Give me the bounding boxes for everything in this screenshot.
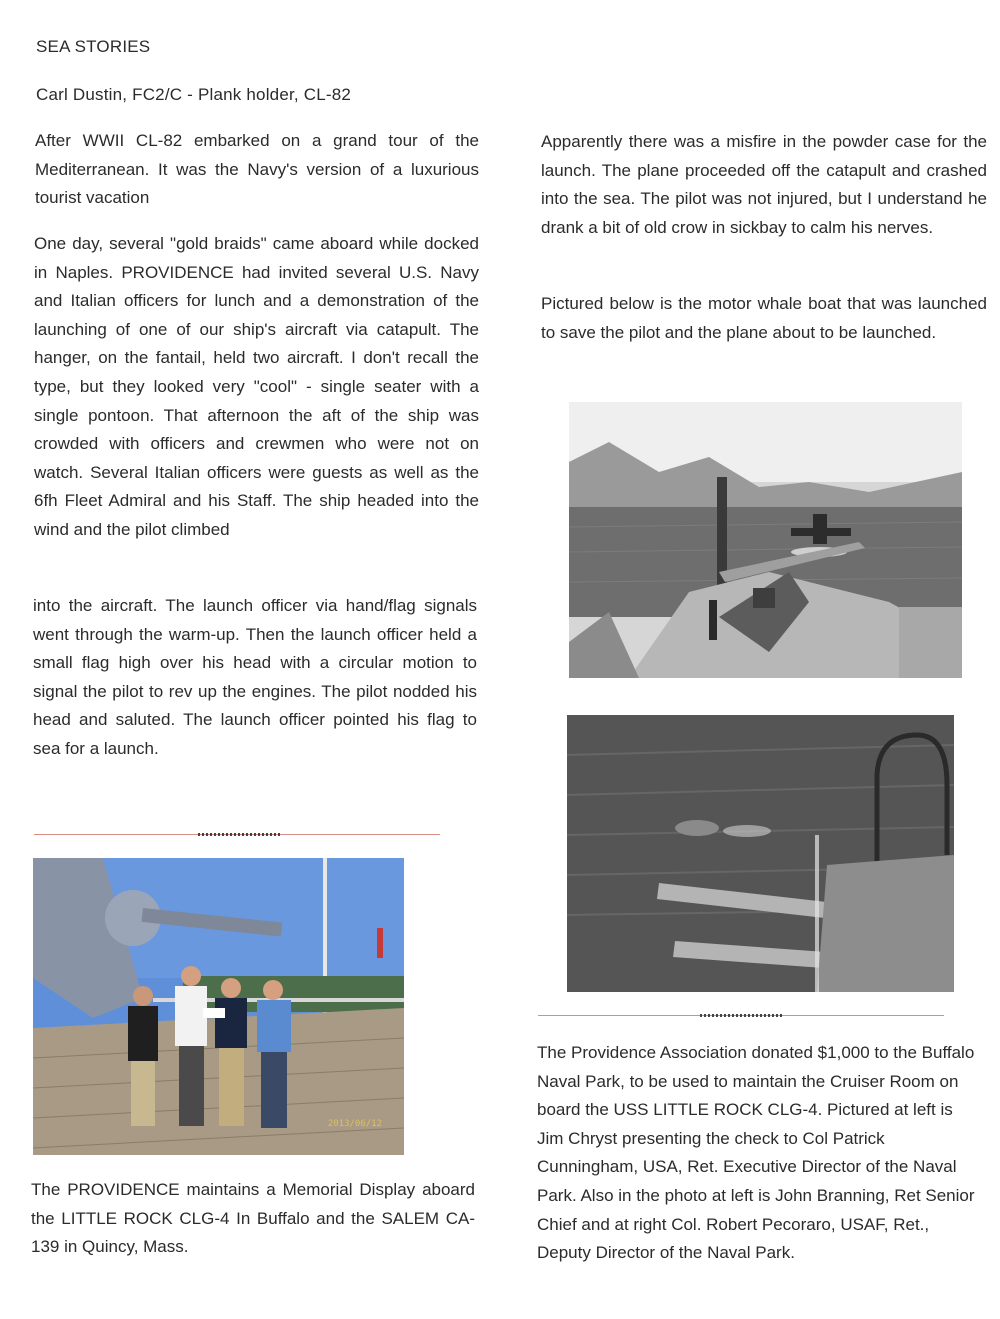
whale-boat-photo xyxy=(567,715,954,992)
left-paragraph-3: into the aircraft. The launch officer via hand/flag signals went through the warm-up. Then the launch officer held a small flag high over his head with a circular motion to signal the pilot to rev up the engines. The pilot nodded his head and saluted. The launch officer pointed his flag to sea for a launch. xyxy=(33,596,477,758)
right-divider xyxy=(538,1013,944,1018)
left-paragraph-2: One day, several "gold braids" came aboard while docked in Naples. PROVIDENCE had invited several U.S. Navy and Italian officers for lunch and a demonstration of the launching of one of our ship's aircraft via catapult. The hanger, on the fantail, held two aircraft. I don't recall the type, but they looked very "cool" - single seater with a single pontoon. That afternoon the aft of the ship was crowded with officers and crewmen who were not on watch. Several Italian officers were guests as well as the 6fh Fleet Admiral and his Staff. The ship headed into the wind and the pilot climbed xyxy=(34,234,479,539)
check-presentation-photo xyxy=(33,858,404,1155)
right-paragraph-1: Apparently there was a misfire in the powder case for the launch. The plane proceeded off the catapult and crashed into the sea. The pilot was not injured, but I understand he drank a bit of old crow in sickbay to calm his nerves. xyxy=(541,132,987,237)
byline: Carl Dustin, FC2/C - Plank holder, CL-82 xyxy=(36,85,352,104)
left-divider xyxy=(34,832,440,837)
right-paragraph-2: Pictured below is the motor whale boat that was launched to save the pilot and the plane about to be launched. xyxy=(541,294,987,342)
memorial-display-caption: The PROVIDENCE maintains a Memorial Display aboard the LITTLE ROCK CLG-4 In Buffalo and the SALEM CA-139 in Quincy, Mass. xyxy=(31,1180,475,1257)
section-title: SEA STORIES xyxy=(36,37,151,56)
photo-date-stamp: 2013/06/12 xyxy=(327,1119,382,1129)
divider-dash xyxy=(700,1014,784,1017)
donation-paragraph: The Providence Association donated $1,000 to the Buffalo Naval Park, to be used to maintain the Cruiser Room on board the USS LITTLE ROCK CLG-4. Pictured at left is Jim Chryst presenting the check to Col Patrick Cunningham, USA, Ret. Executive Director of the Naval Park. Also in the photo at left is John Branning, Ret Senior Chief and at right Col. Robert Pecoraro, USAF, Ret., Deputy Director of the Naval Park. xyxy=(537,1043,975,1263)
catapult-aircraft-photo xyxy=(569,402,962,678)
left-paragraph-1: After WWII CL-82 embarked on a grand tour of the Mediterranean. It was the Navy's version of a luxurious tourist vacation xyxy=(35,131,479,208)
divider-dash xyxy=(198,833,280,836)
